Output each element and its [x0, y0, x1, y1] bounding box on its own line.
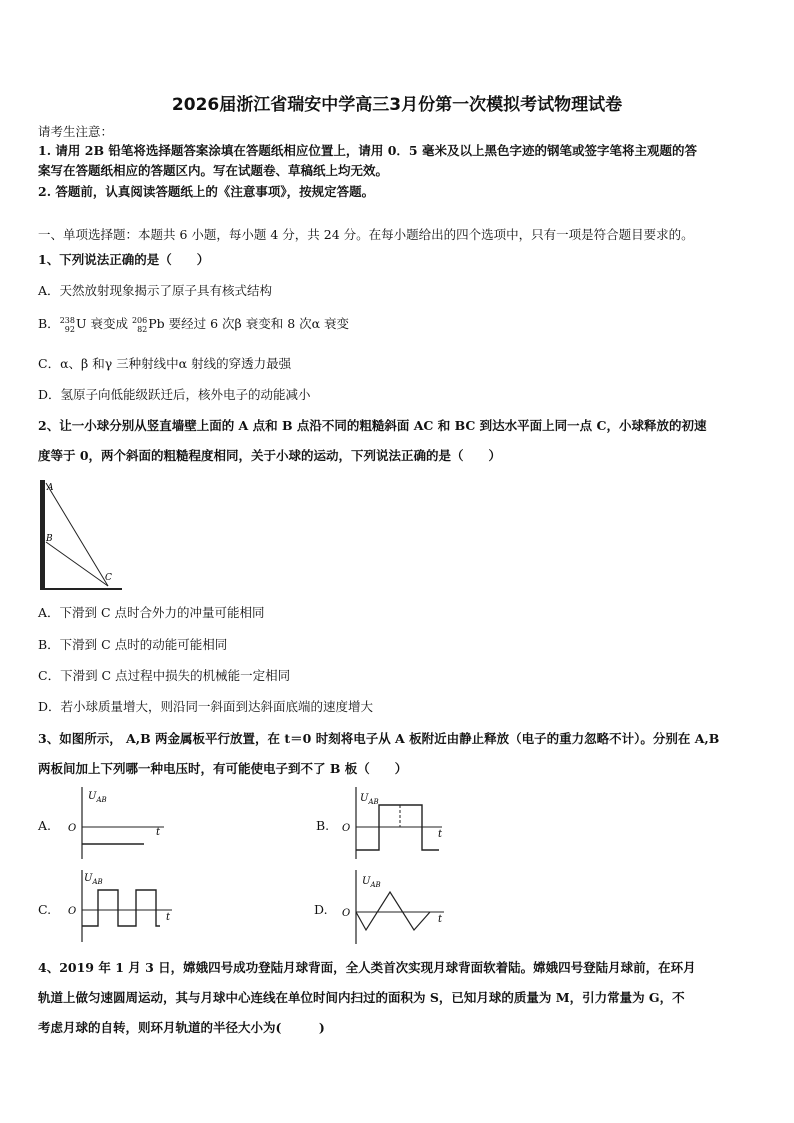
notice-item-1-line-1: 1. 请用 2B 铅笔将选择题答案涂填在答题纸相应位置上，请用 0．5 毫米及以上黑色字迹的钢笔或签字笔将主观题的答: [38, 143, 697, 158]
y-axis-label: $U_{AB}$: [360, 793, 379, 806]
notice-item-1-line-2: 案写在答题纸相应的答题区内。写在试题卷、草稿纸上均无效。: [38, 163, 389, 178]
q2-option-a: A．下滑到 C 点时合外力的冲量可能相同: [38, 605, 265, 620]
point-a-label: A: [47, 483, 54, 493]
q2-stem-line-1: 2、让一小球分别从竖直墙壁上面的 A 点和 B 点沿不同的粗糙斜面 AC 和 BC 到达水平面上同一点 C，小球释放的初速: [38, 418, 707, 433]
y-axis-label: $U_{AB}$: [84, 873, 103, 886]
q2-option-b: B．下滑到 C 点时的动能可能相同: [38, 637, 228, 652]
q3-option-d-label: D.: [314, 902, 328, 917]
q3-option-a-label: A.: [38, 818, 52, 833]
origin-label: O: [342, 823, 351, 834]
origin-label: O: [68, 906, 77, 917]
q1-option-b: [38, 314, 349, 334]
q1-option-b-mid: 衰变成: [86, 316, 132, 331]
slope-ac: [46, 483, 108, 586]
u-symbol: U: [75, 316, 87, 331]
q3-graph-c-square-wave: [60, 868, 175, 943]
q2-incline-diagram: [36, 478, 126, 594]
q1-option-b-prefix: B．: [38, 316, 60, 331]
exam-title: 2026届浙江省瑞安中学高三3月份第一次模拟考试物理试卷: [171, 95, 623, 115]
wall: [40, 480, 45, 589]
q3-graph-d-triangle-wave: [334, 868, 449, 946]
voltage-line: [356, 892, 430, 930]
q4-stem-line-1: 4、2019 年 1 月 3 日，嫦娥四号成功登陆月球背面，全人类首次实现月球背面软着陆。嫦娥四号登陆月球前，在环月: [38, 960, 696, 975]
origin-label: O: [68, 823, 77, 834]
section-1-heading: 一、单项选择题：本题共 6 小题，每小题 4 分，共 24 分。在每小题给出的四个选项中，只有一项是符合题目要求的。: [38, 227, 694, 242]
q4-stem-line-3: 考虑月球的自转，则环月轨道的半径大小为( ): [38, 1020, 325, 1035]
q1-option-a: A．天然放射现象揭示了原子具有核式结构: [38, 283, 273, 298]
x-axis-label: t: [166, 912, 171, 923]
point-c-label: C: [105, 573, 112, 583]
q3-stem-line-2: 两板间加上下列哪一种电压时，有可能使电子到不了 B 板（ ）: [38, 761, 408, 776]
q3-graph-a-constant: [60, 785, 175, 860]
y-axis-label: $U_{AB}$: [88, 791, 107, 804]
slope-bc: [46, 542, 108, 586]
u-mass-number: 238: [59, 315, 75, 325]
voltage-line: [82, 890, 160, 926]
point-b-label: B: [46, 534, 53, 544]
x-axis-label: t: [156, 827, 161, 838]
q1-option-c: C．α、β 和γ 三种射线中α 射线的穿透力最强: [38, 356, 292, 371]
q3-graph-b-square-wave: [334, 785, 449, 860]
pb-atomic-number: 82: [137, 324, 148, 334]
q1-option-b-suffix: 要经过 6 次β 衰变和 8 次α 衰变: [164, 316, 350, 331]
u-nuclide-numbers: [60, 316, 75, 334]
q3-stem-line-1: 3、如图所示， A,B 两金属板平行放置，在 t＝0 时刻将电子从 A 板附近由静止释放（电子的重力忽略不计）。分别在 A,B: [38, 731, 720, 746]
pb-mass-number: 206: [131, 315, 148, 325]
x-axis-label: t: [438, 829, 443, 840]
q2-option-d: D．若小球质量增大，则沿同一斜面到达斜面底端的速度增大: [38, 699, 374, 714]
pb-symbol: Pb: [148, 316, 165, 331]
q2-stem-line-2: 度等于 0，两个斜面的粗糙程度相同，关于小球的运动，下列说法正确的是（ ）: [38, 448, 502, 463]
origin-label: O: [342, 908, 351, 919]
x-axis-label: t: [438, 914, 443, 925]
pb-nuclide-numbers: [132, 316, 147, 334]
u-atomic-number: 92: [64, 324, 75, 334]
y-axis-label: $U_{AB}$: [362, 876, 381, 889]
q4-stem-line-2: 轨道上做匀速圆周运动，其与月球中心连线在单位时间内扫过的面积为 S，已知月球的质量为 M，引力常量为 G，不: [38, 990, 685, 1005]
notice-item-2: 2. 答题前，认真阅读答题纸上的《注意事项》，按规定答题。: [38, 184, 375, 199]
q1-option-d: D．氢原子向低能级跃迁后，核外电子的动能减小: [38, 387, 311, 402]
q3-option-c-label: C.: [38, 902, 52, 917]
q1-stem: 1、下列说法正确的是（ ）: [38, 252, 210, 267]
q3-option-b-label: B.: [316, 818, 330, 833]
q2-option-c: C．下滑到 C 点过程中损失的机械能一定相同: [38, 668, 291, 683]
notice-heading: 请考生注意：: [38, 124, 114, 139]
